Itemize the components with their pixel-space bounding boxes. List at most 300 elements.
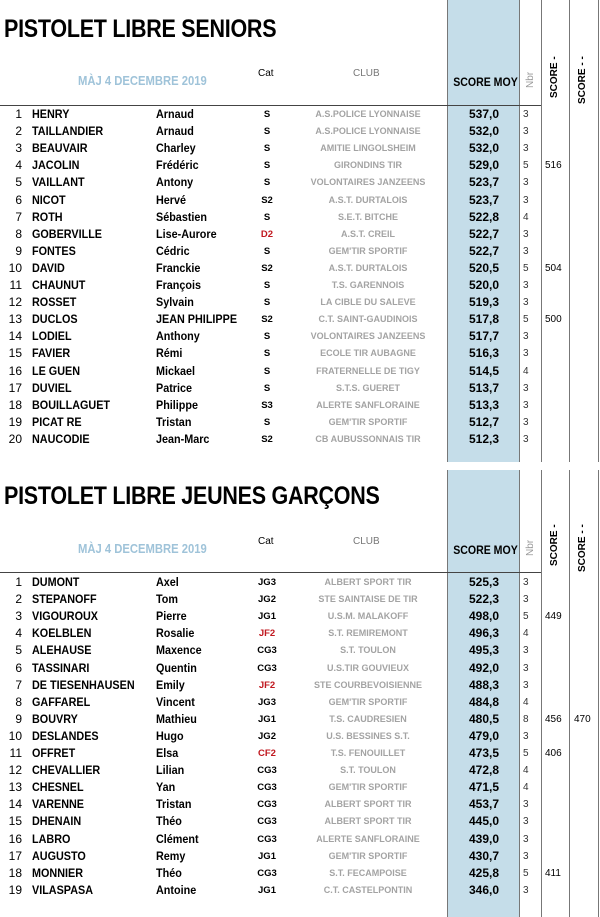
rank-cell: 14: [8, 329, 22, 344]
last-name-cell: VARENNE: [32, 797, 85, 812]
score-minus-cell: 449: [545, 611, 562, 623]
last-name-cell: CHAUNUT: [32, 278, 86, 292]
table-row: [0, 397, 600, 414]
score-cell: 523,7: [468, 175, 500, 190]
score-minus-cell: 516: [545, 160, 562, 172]
rank-cell: 2: [15, 124, 22, 139]
nbr-cell: 3: [523, 297, 529, 309]
last-name-cell: MONNIER: [32, 865, 84, 880]
category-cell: JF2: [258, 628, 276, 640]
rank-cell: 14: [8, 797, 22, 812]
score-cell: 498,0: [468, 609, 500, 624]
first-name-cell: Sylvain: [156, 295, 194, 310]
category-cell: S: [263, 160, 271, 172]
category-cell: S: [263, 211, 271, 223]
nbr-cell: 3: [523, 399, 529, 411]
club-cell: T.S. GARENNOIS: [331, 280, 405, 290]
nbr-cell: 5: [523, 867, 529, 879]
category-cell: S: [263, 348, 271, 360]
last-name-cell: BOUVRY: [32, 711, 78, 726]
category-cell: S3: [261, 399, 273, 411]
nbr-cell: 3: [523, 382, 529, 394]
last-name-cell: ROSSET: [32, 295, 77, 310]
table-row: [0, 608, 600, 625]
rank-cell: 12: [8, 763, 22, 778]
first-name-cell: Cédric: [156, 243, 190, 258]
category-cell: S: [263, 280, 271, 291]
nbr-cell: 4: [523, 765, 529, 777]
nbr-cell: 3: [523, 177, 529, 189]
score-cell: 439,0: [468, 831, 500, 846]
nbr-cell: 4: [523, 365, 529, 377]
club-cell: STE COURBEVOISIENNE: [313, 679, 423, 690]
nbr-cell: 3: [523, 109, 529, 120]
club-cell: S.T. TOULON: [340, 765, 396, 776]
table-row: [0, 157, 600, 174]
last-name-cell: KOELBLEN: [32, 626, 92, 641]
score-cell: 522,7: [468, 243, 500, 258]
score-minus-header: SCORE -: [549, 524, 560, 566]
club-cell: T.S. CAUDRESIEN: [329, 713, 407, 724]
rank-cell: 16: [8, 831, 22, 846]
last-name-cell: AUGUSTO: [32, 848, 86, 863]
first-name-cell: Maxence: [156, 643, 202, 658]
first-name-cell: Axel: [156, 575, 179, 589]
table-row: [0, 209, 600, 226]
score-cell: 445,0: [468, 814, 500, 829]
score-cell: 496,3: [468, 626, 500, 641]
score-cell: 523,7: [468, 192, 500, 207]
first-name-cell: Anthony: [156, 329, 200, 344]
club-cell: VOLONTAIRES JANZEENS: [310, 331, 426, 342]
last-name-cell: DE TIESENHAUSEN: [32, 677, 135, 692]
rank-cell: 5: [15, 643, 22, 658]
first-name-cell: Antony: [156, 175, 194, 190]
category-cell: JG3: [258, 696, 276, 708]
nbr-cell: 3: [523, 126, 529, 138]
last-name-cell: ALEHAUSE: [32, 643, 92, 658]
last-name-cell: BOUILLAGUET: [32, 397, 111, 412]
first-name-cell: Jean-Marc: [156, 431, 210, 446]
club-cell: ECOLE TIR AUBAGNE: [320, 348, 416, 359]
score-cell: 525,3: [468, 575, 500, 589]
last-name-cell: STEPANOFF: [32, 592, 97, 607]
category-cell: S2: [261, 433, 273, 445]
club-cell: S.T. FECAMPOISE: [329, 867, 407, 878]
last-name-cell: HENRY: [32, 107, 70, 121]
rank-cell: 3: [15, 609, 22, 624]
club-cell: U.S.M. MALAKOFF: [327, 611, 409, 622]
table-row: [0, 813, 600, 830]
nbr-cell: 3: [523, 194, 529, 206]
score-cell: 514,5: [468, 363, 500, 378]
category-cell: S: [263, 382, 271, 394]
table-row: [0, 796, 600, 813]
nbr-cell: 3: [523, 884, 529, 896]
nbr-cell: 3: [523, 416, 529, 428]
score-cell: 522,7: [468, 226, 500, 241]
score-minus-cell: 504: [545, 262, 562, 274]
last-name-cell: JACOLIN: [32, 158, 80, 173]
club-cell: S.T. REMIREMONT: [328, 628, 408, 639]
table-row: [0, 106, 600, 123]
first-name-cell: Emily: [156, 677, 185, 692]
last-name-cell: ROTH: [32, 209, 63, 224]
last-name-cell: GAFFAREL: [32, 694, 91, 709]
category-cell: S: [263, 365, 271, 377]
score-cell: 517,8: [468, 312, 500, 327]
score-minus-cell: 500: [545, 314, 562, 326]
section-title: PISTOLET LIBRE SENIORS: [4, 15, 277, 43]
table-row: [0, 745, 600, 762]
nbr-cell: 5: [523, 611, 529, 623]
club-cell: GEM'TIR SPORTIF: [328, 850, 408, 861]
nbr-cell: 5: [523, 314, 529, 326]
rank-cell: 10: [8, 728, 22, 743]
category-cell: JG1: [258, 611, 276, 623]
table-row: [0, 414, 600, 431]
score-cell: 537,0: [468, 107, 500, 121]
club-cell: GEM'TIR SPORTIF: [328, 416, 408, 427]
rank-cell: 8: [15, 694, 22, 709]
first-name-cell: Théo: [156, 865, 182, 880]
table-row: [0, 277, 600, 294]
club-cell: A.S.T. DURTALOIS: [328, 194, 408, 205]
score-cell: 513,7: [468, 380, 500, 395]
first-name-cell: Tom: [156, 592, 179, 607]
category-cell: S: [263, 331, 271, 343]
last-name-cell: DUMONT: [32, 575, 80, 589]
rank-cell: 15: [8, 814, 22, 829]
table-row: [0, 174, 600, 191]
category-cell: CF2: [258, 748, 276, 759]
last-name-cell: FONTES: [32, 243, 76, 258]
last-name-cell: TASSINARI: [32, 660, 90, 675]
category-cell: S: [263, 297, 271, 309]
last-name-cell: TAILLANDIER: [32, 124, 104, 139]
club-cell: GEM'TIR SPORTIF: [328, 245, 408, 256]
club-cell: S.T. TOULON: [340, 645, 396, 656]
score-cell: 512,7: [468, 414, 500, 429]
last-name-cell: LE GUEN: [32, 363, 81, 378]
score-cell: 522,3: [468, 592, 500, 607]
first-name-cell: Philippe: [156, 397, 199, 412]
nbr-cell: 3: [523, 679, 529, 691]
nbr-cell: 8: [523, 713, 529, 725]
score-minus-header: SCORE -: [549, 56, 560, 98]
nbr-header: Nbr: [525, 71, 536, 88]
score-cell: 513,3: [468, 397, 500, 412]
last-name-cell: BEAUVAIR: [32, 141, 88, 156]
last-name-cell: DAVID: [32, 260, 65, 275]
rank-cell: 17: [8, 848, 22, 863]
first-name-cell: Remy: [156, 848, 186, 863]
last-name-cell: FAVIER: [32, 346, 71, 361]
club-cell: A.S.T. CREIL: [340, 228, 395, 239]
last-name-cell: NICOT: [32, 192, 66, 207]
category-cell: CG3: [257, 816, 277, 828]
club-cell: LA CIBLE DU SALEVE: [320, 297, 416, 308]
last-name-cell: DUCLOS: [32, 312, 78, 327]
first-name-cell: Rémi: [156, 346, 183, 361]
last-name-cell: CHEVALLIER: [32, 763, 101, 778]
club-cell: S.T.S. GUERET: [335, 382, 400, 393]
update-date: MÀJ 4 DECEMBRE 2019: [78, 542, 207, 556]
nbr-cell: 3: [523, 833, 529, 845]
score-minus2-header: SCORE - -: [577, 524, 588, 572]
category-cell: JF2: [258, 679, 276, 691]
rank-cell: 8: [15, 226, 22, 241]
rank-cell: 18: [8, 397, 22, 412]
first-name-cell: Arnaud: [156, 124, 194, 139]
club-cell: GEM'TIR SPORTIF: [328, 782, 408, 793]
score-cell: 529,0: [468, 158, 500, 173]
first-name-cell: François: [156, 278, 202, 292]
table-row: [0, 865, 600, 882]
score-cell: 516,3: [468, 346, 500, 361]
table-row: [0, 848, 600, 865]
category-cell: JG1: [258, 884, 276, 896]
club-cell: VOLONTAIRES JANZEENS: [310, 177, 426, 188]
rank-cell: 7: [15, 677, 22, 692]
first-name-cell: Franckie: [156, 260, 201, 275]
score-moy-header: SCORE MOY: [453, 75, 518, 89]
category-cell: S: [263, 126, 271, 138]
first-name-cell: Théo: [156, 814, 182, 829]
table-row: [0, 294, 600, 311]
nbr-cell: 3: [523, 799, 529, 811]
nbr-cell: 3: [523, 577, 529, 588]
first-name-cell: Sébastien: [156, 209, 208, 224]
score-minus2-cell: 470: [574, 713, 591, 725]
rank-cell: 1: [15, 575, 22, 589]
score-cell: 488,3: [468, 677, 500, 692]
first-name-cell: Hugo: [156, 728, 184, 743]
score-cell: 532,0: [468, 141, 500, 156]
last-name-cell: VAILLANT: [32, 175, 85, 190]
rank-cell: 17: [8, 380, 22, 395]
category-cell: CG3: [257, 867, 277, 879]
club-cell: ALBERT SPORT TIR: [324, 799, 412, 810]
table-row: [0, 660, 600, 677]
score-cell: 484,8: [468, 694, 500, 709]
nbr-cell: 5: [523, 748, 529, 759]
last-name-cell: LABRO: [32, 831, 71, 846]
rank-cell: 10: [8, 260, 22, 275]
score-cell: 346,0: [468, 882, 500, 897]
nbr-cell: 3: [523, 245, 529, 257]
nbr-cell: 3: [523, 331, 529, 343]
rank-cell: 4: [15, 158, 22, 173]
nbr-cell: 4: [523, 696, 529, 708]
table-row: [0, 574, 600, 591]
table-row: [0, 123, 600, 140]
nbr-cell: 3: [523, 143, 529, 155]
table-row: [0, 431, 600, 448]
last-name-cell: GOBERVILLE: [32, 226, 103, 241]
nbr-cell: 3: [523, 280, 529, 291]
first-name-cell: Elsa: [156, 746, 179, 760]
nbr-cell: 4: [523, 782, 529, 794]
score-cell: 471,5: [468, 780, 500, 795]
rank-cell: 9: [15, 711, 22, 726]
last-name-cell: PICAT RE: [32, 414, 82, 429]
rank-cell: 20: [8, 431, 22, 446]
score-minus-cell: 406: [545, 748, 562, 759]
table-row: [0, 380, 600, 397]
score-cell: 425,8: [468, 865, 500, 880]
score-cell: 453,7: [468, 797, 500, 812]
score-moy-header: SCORE MOY: [453, 543, 518, 557]
section-title: PISTOLET LIBRE JEUNES GARÇONS: [4, 482, 380, 510]
first-name-cell: Charley: [156, 141, 196, 156]
club-header: CLUB: [353, 68, 380, 79]
score-cell: 519,3: [468, 295, 500, 310]
table-row: [0, 728, 600, 745]
table-row: [0, 882, 600, 899]
category-cell: S: [263, 177, 271, 189]
score-cell: 495,3: [468, 643, 500, 658]
rank-cell: 11: [9, 278, 22, 292]
club-cell: A.S.POLICE LYONNAISE: [315, 126, 421, 137]
first-name-cell: Hervé: [156, 192, 187, 207]
nbr-cell: 3: [523, 645, 529, 657]
last-name-cell: NAUCODIE: [32, 431, 90, 446]
table-row: [0, 779, 600, 796]
first-name-cell: Lilian: [156, 763, 185, 778]
category-cell: CG3: [257, 782, 277, 794]
club-header: CLUB: [353, 536, 380, 547]
table-row: [0, 226, 600, 243]
first-name-cell: Mathieu: [156, 711, 197, 726]
nbr-cell: 3: [523, 228, 529, 240]
table-row: [0, 140, 600, 157]
table-row: [0, 311, 600, 328]
rank-cell: 19: [8, 414, 22, 429]
rank-cell: 5: [15, 175, 22, 190]
category-cell: S: [263, 109, 271, 120]
nbr-cell: 3: [523, 594, 529, 606]
nbr-cell: 3: [523, 730, 529, 742]
club-cell: AMITIE LINGOLSHEIM: [320, 143, 416, 154]
score-cell: 522,8: [468, 209, 500, 224]
category-cell: CG3: [257, 662, 277, 674]
rank-cell: 7: [15, 209, 22, 224]
club-cell: ALBERT SPORT TIR: [324, 577, 412, 587]
first-name-cell: Rosalie: [156, 626, 195, 641]
nbr-cell: 3: [523, 348, 529, 360]
nbr-cell: 5: [523, 160, 529, 172]
rank-cell: 13: [8, 312, 22, 327]
rank-cell: 6: [15, 192, 22, 207]
club-cell: STE SAINTAISE DE TIR: [318, 594, 418, 605]
last-name-cell: VIGOUROUX: [32, 609, 99, 624]
last-name-cell: LODIEL: [32, 329, 72, 344]
category-cell: JG1: [258, 850, 276, 862]
table-row: [0, 260, 600, 277]
category-cell: S2: [261, 262, 273, 274]
nbr-header: Nbr: [525, 539, 536, 556]
club-cell: GEM'TIR SPORTIF: [328, 696, 408, 707]
club-cell: C.T. CASTELPONTIN: [323, 884, 413, 895]
category-cell: S: [263, 245, 271, 257]
rank-cell: 18: [8, 865, 22, 880]
category-cell: JG1: [258, 713, 276, 725]
first-name-cell: Quentin: [156, 660, 197, 675]
club-cell: A.S.POLICE LYONNAISE: [315, 109, 421, 119]
club-cell: ALBERT SPORT TIR: [324, 816, 412, 827]
rank-cell: 4: [15, 626, 22, 641]
score-cell: 480,5: [468, 711, 500, 726]
table-row: [0, 363, 600, 380]
first-name-cell: Yan: [156, 780, 176, 795]
table-row: [0, 831, 600, 848]
club-cell: S.E.T. BITCHE: [337, 211, 398, 222]
rank-cell: 15: [8, 346, 22, 361]
header-separator: [0, 572, 541, 573]
rank-cell: 11: [9, 746, 22, 760]
last-name-cell: OFFRET: [32, 746, 76, 760]
first-name-cell: Pierre: [156, 609, 187, 624]
category-cell: S: [263, 416, 271, 428]
rank-cell: 2: [15, 592, 22, 607]
rank-cell: 6: [15, 660, 22, 675]
table-row: [0, 711, 600, 728]
first-name-cell: Tristan: [156, 414, 192, 429]
club-cell: CB AUBUSSONNAIS TIR: [315, 433, 421, 444]
rank-cell: 3: [15, 141, 22, 156]
score-minus-cell: 456: [545, 713, 562, 725]
first-name-cell: JEAN PHILIPPE: [156, 312, 238, 327]
score-cell: 520,5: [468, 260, 500, 275]
table-row: [0, 677, 600, 694]
rank-cell: 13: [8, 780, 22, 795]
table-row: [0, 762, 600, 779]
table-row: [0, 694, 600, 711]
club-cell: ALERTE SANFLORAINE: [316, 833, 420, 844]
rank-cell: 12: [8, 295, 22, 310]
first-name-cell: Vincent: [156, 694, 195, 709]
category-cell: S2: [261, 314, 273, 326]
club-cell: FRATERNELLE DE TIGY: [316, 365, 420, 376]
first-name-cell: Arnaud: [156, 107, 194, 121]
table-row: [0, 328, 600, 345]
club-cell: U.S.TIR GOUVIEUX: [326, 662, 409, 673]
score-cell: 430,7: [468, 848, 500, 863]
category-cell: S: [263, 143, 271, 155]
table-row: [0, 591, 600, 608]
nbr-cell: 5: [523, 262, 529, 274]
cat-header: Cat: [258, 536, 274, 547]
category-cell: CG3: [257, 765, 277, 777]
first-name-cell: Antoine: [156, 882, 197, 897]
table-row: [0, 642, 600, 659]
score-cell: 512,3: [468, 431, 500, 446]
table-row: [0, 243, 600, 260]
category-cell: CG3: [257, 799, 277, 811]
club-cell: T.S. FENOUILLET: [330, 748, 406, 758]
rank-cell: 9: [15, 243, 22, 258]
club-cell: A.S.T. DURTALOIS: [328, 262, 408, 273]
nbr-cell: 3: [523, 816, 529, 828]
score-cell: 492,0: [468, 660, 500, 675]
club-cell: U.S. BESSINES S.T.: [326, 730, 410, 741]
category-cell: D2: [260, 228, 274, 240]
club-cell: ALERTE SANFLORAINE: [316, 399, 420, 410]
table-row: [0, 345, 600, 362]
update-date: MÀJ 4 DECEMBRE 2019: [78, 74, 207, 88]
first-name-cell: Mickael: [156, 363, 196, 378]
